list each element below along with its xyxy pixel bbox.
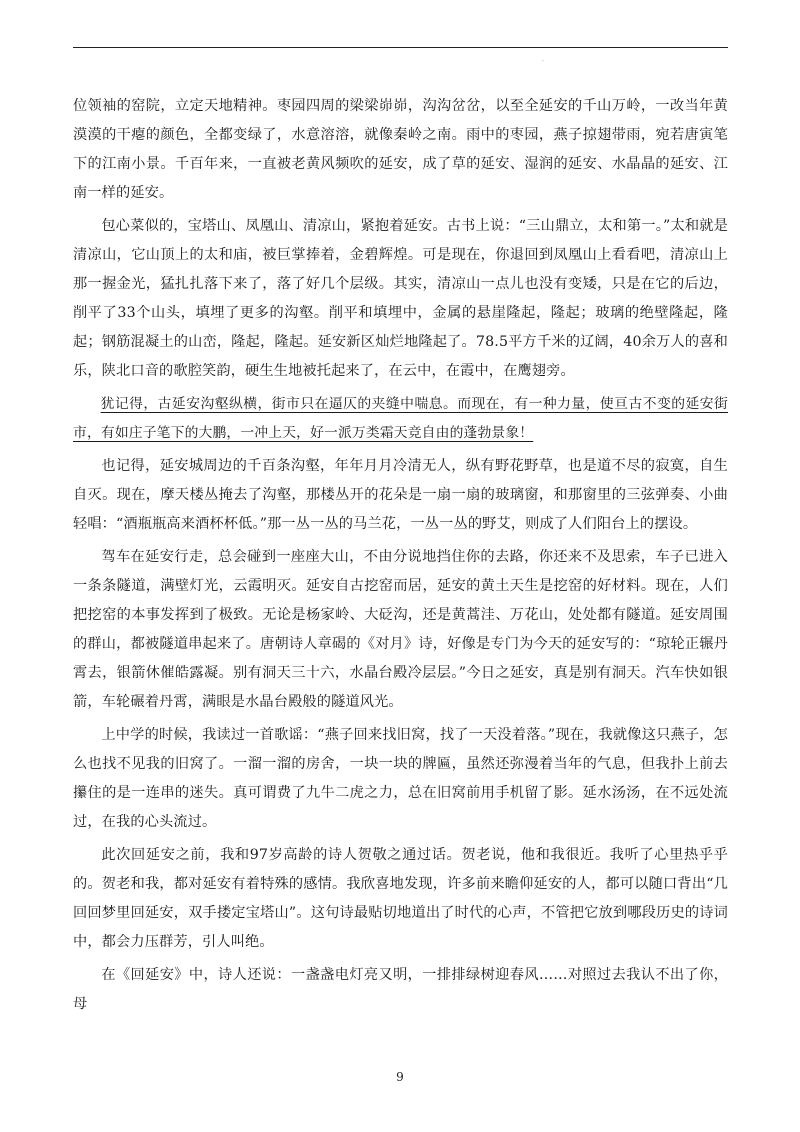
paragraph: 驾车在延安行走，总会碰到一座座大山，不由分说地挡住你的去路，你还来不及思索，车子已进入一条条隧道，满壁灯光，云霞明灭。延安自古挖窑而居，延安的黄土天生是挖窑的好材料。现在，人们把挖窑的本事发挥到了极致。无论是杨家岭、大砭沟，还是黄蒿洼、万花山，处处都有隧道。延安周围的群山，都被隧道串起来了。唐朝诗人章碣的《对月》诗，好像是专门为今天的延安写的：“琼轮正辗丹霄去，银箭休催皓露凝。别有洞天三十六，水晶台殿冷层层。”今日之延安，真是别有洞天。汽车快如银箭，车轮碾着丹霄，满眼是水晶台殿般的隧道风光。 (73, 549, 728, 710)
paragraph: 包心菜似的，宝塔山、凤凰山、清凉山，紧抱着延安。古书上说：“三山鼎立，太和第一。”太和就是清凉山，它山顶上的太和庙，被巨掌捧着，金碧辉煌。可是现在，你退回到凤凰山上看看吧，清凉山上那一握金光，猛扎扎落下来了，落了好几个层级。其实，清凉山一点儿也没有变矮，只是在它的后边，削平了33个山头，填埋了更多的沟壑。削平和填埋中，金属的悬崖隆起，隆起；玻璃的绝壁隆起，隆起；钢筋混凝土的山峦，隆起，隆起。延安新区灿烂地隆起了。78.5平方千米的辽阔，40余万人的喜和乐，陕北口音的歌腔笑韵，硬生生地被托起来了，在云中，在霞中，在鹰翅旁。 (73, 218, 728, 379)
header-rule (73, 47, 728, 48)
header-mark: · (542, 58, 544, 65)
underlined-paragraph: 犹记得，古延安沟壑纵横，街市只在逼仄的夹缝中喘息。而现在，有一种力量，使亘古不变的延安街市，有如庄子笔下的大鹏，一冲上天，好一派万类霜天竞自由的蓬勃景象！ (73, 396, 728, 441)
document-body (73, 92, 728, 1023)
page-number: 9 (396, 1070, 404, 1084)
paragraph: 也记得，延安城周边的千百条沟壑，年年月月冷清无人，纵有野花野草，也是道不尽的寂寞，自生自灭。现在，摩天楼丛掩去了沟壑，那楼丛开的花朵是一扇一扇的玻璃窗，和那窗里的三弦弹奏、小曲轻唱：“酒瓶瓶高来酒杯杯低。”那一丛一丛的马兰花，一丛一丛的野艾，则成了人们阳台上的摆设。 (73, 458, 728, 532)
paragraph: 位领袖的窑院，立定天地精神。枣园四周的梁梁峁峁，沟沟岔岔，以至全延安的千山万岭，一改当年黄漠漠的干瘪的颜色，全都变绿了，水意溶溶，就像秦岭之南。雨中的枣园，燕子掠翅带雨，宛若唐寅笔下的江南小景。千百年来，一直被老黄风频吹的延安，成了草的延安、湿润的延安、水晶晶的延安、江南一样的延安。 (73, 98, 728, 201)
paragraph: 此次回延安之前，我和97岁高龄的诗人贺敬之通过话。贺老说，他和我很近。我听了心里热乎乎的。贺老和我，都对延安有着特殊的感情。我欣喜地发现，许多前来瞻仰延安的人，都可以随口背出“几回回梦里回延安，双手搂定宝塔山”。这句诗最贴切地道出了时代的心声，不管把它放到哪段历史的诗词中，都会力压群芳，引人叫绝。 (73, 847, 728, 950)
paragraph: 上中学的时候，我读过一首歌谣：“燕子回来找旧窝，找了一天没着落。”现在，我就像这只燕子，怎么也找不见我的旧窝了。一溜一溜的房舍，一块一块的牌匾，虽然还弥漫着当年的气息，但我扑上前去攥住的是一连串的迷失。真可谓费了九牛二虎之力，总在旧窝前用手机留了影。延水汤汤，在不远处流过，在我的心头流过。 (73, 727, 728, 830)
paragraph: 在《回延安》中，诗人还说：一盏盏电灯亮又明，一排排绿树迎春风……对照过去我认不出了你，母 (73, 967, 728, 1012)
